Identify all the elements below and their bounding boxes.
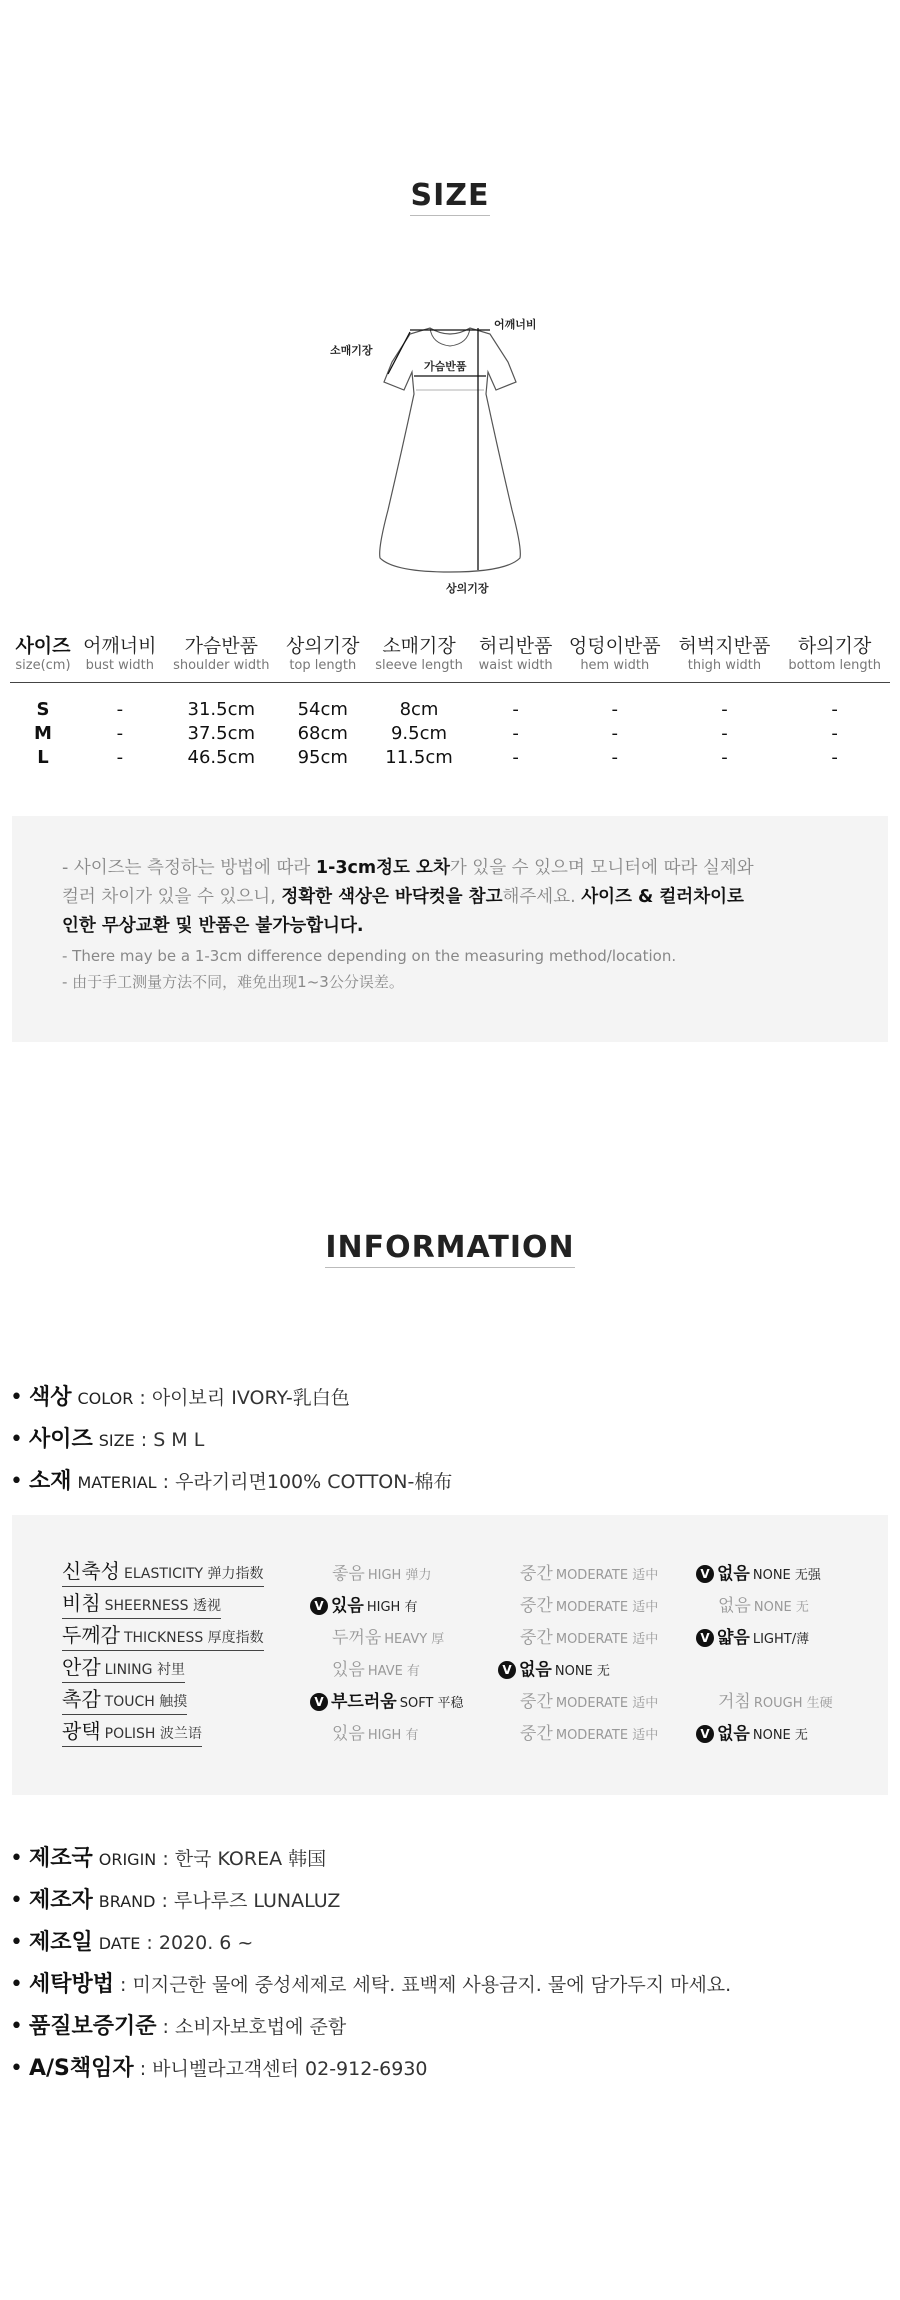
option-moderate: 중간 MODERATE 适中 (520, 1692, 659, 1712)
header-sleeve-length: 소매기장 sleeve length (367, 634, 472, 683)
matrix-row-lining (12, 1651, 888, 1681)
matrix-row-sheerness (12, 1587, 888, 1617)
option-moderate: 중간 MODERATE 适中 (520, 1596, 659, 1616)
option-none-selected: V 없음 NONE 无 (696, 1719, 808, 1744)
notice-line-2: 컬러 차이가 있을 수 있으니, 정확한 색상은 바닥컷을 참고해주세요. 사이즈 & 컬러차이로 (62, 887, 744, 907)
table-cell: 37.5cm (187, 722, 256, 744)
option-high: 좋음 HIGH 弹力 (332, 1564, 432, 1584)
table-cell: - (721, 722, 728, 744)
table-cell: S (36, 698, 50, 720)
table-cell: 54cm (297, 698, 348, 720)
header-shoulder-width: 가슴반품 shoulder width (164, 634, 279, 683)
table-cell: - (831, 746, 838, 768)
info-item-warranty: • 품질보증기준 : 소비자보호법에 준함 (10, 2014, 347, 2039)
table-cell: - (611, 722, 618, 744)
table-cell: - (512, 698, 519, 720)
info-item-color: • 색상 COLOR : 아이보리 IVORY-乳白色 (10, 1385, 350, 1410)
matrix-label: 광택 POLISH 波兰语 (62, 1715, 202, 1747)
table-cell: 31.5cm (187, 698, 256, 720)
option-none-selected: V 없음 NONE 无强 (696, 1559, 821, 1584)
notice-line-3: 인한 무상교환 및 반품은 불가능합니다. (62, 916, 364, 936)
option-high: 있음 HIGH 有 (332, 1724, 419, 1744)
header-thigh-width: 허벅지반품 thigh width (670, 634, 780, 683)
table-cell: - (831, 722, 838, 744)
option-none-selected: V 없음 NONE 无 (498, 1655, 610, 1680)
information-title-text: INFORMATION (325, 1230, 574, 1268)
fabric-property-matrix (12, 1515, 888, 1795)
option-none: 없음 NONE 无 (718, 1596, 809, 1616)
check-circle-icon: V (696, 1629, 714, 1647)
table-cell: 9.5cm (390, 722, 448, 744)
table-row (10, 721, 890, 745)
table-cell: 11.5cm (385, 746, 453, 768)
info-item-size: • 사이즈 SIZE : S M L (10, 1427, 205, 1452)
matrix-label: 촉감 TOUCH 触摸 (62, 1683, 187, 1715)
option-moderate: 중간 MODERATE 适中 (520, 1628, 659, 1648)
table-cell: - (116, 746, 124, 768)
dress-measurement-diagram (320, 310, 580, 600)
check-circle-icon: V (696, 1725, 714, 1743)
option-high-selected: V 있음 HIGH 有 (310, 1591, 417, 1616)
check-circle-icon: V (310, 1597, 328, 1615)
table-cell: - (116, 698, 124, 720)
size-notice-box (12, 816, 888, 1042)
table-cell: - (611, 698, 618, 720)
notice-line-1: - 사이즈는 측정하는 방법에 따라 1-3cm정도 오차가 있을 수 있으며 모니터에 따라 실제와 (62, 858, 754, 878)
header-size: 사이즈 size(cm) (10, 634, 76, 683)
table-cell: 95cm (297, 746, 348, 768)
table-cell: - (721, 746, 728, 768)
table-cell: - (512, 746, 519, 768)
table-cell: 46.5cm (187, 746, 256, 768)
option-light-selected: V 얇음 LIGHT/薄 (696, 1623, 809, 1648)
option-rough: 거침 ROUGH 生硬 (718, 1692, 833, 1712)
notice-line-chinese: - 由于手工测量方法不同，难免出现1~3公分误差。 (62, 973, 404, 991)
info-item-as-contact: • A/S책임자 : 바니벨라고객센터 02-912-6930 (10, 2056, 428, 2081)
size-table-header-row (10, 634, 890, 683)
matrix-row-polish (12, 1715, 888, 1745)
matrix-label: 신축성 ELASTICITY 弹力指数 (62, 1555, 264, 1587)
matrix-label: 안감 LINING 衬里 (62, 1651, 185, 1683)
diagram-label-sleeve: 소매기장 (330, 344, 373, 357)
diagram-label-chest: 가슴반품 (424, 360, 467, 373)
size-title-text: SIZE (410, 178, 489, 216)
notice-line-english: - There may be a 1-3cm difference depending on the measuring method/location. (62, 947, 677, 965)
info-item-material: • 소재 MATERIAL : 우라기리면100% COTTON-棉布 (10, 1469, 453, 1494)
table-cell: 8cm (399, 698, 439, 720)
option-soft-selected: V 부드러움 SOFT 平稳 (310, 1687, 464, 1712)
table-cell: - (116, 722, 124, 744)
table-cell: - (831, 698, 838, 720)
check-circle-icon: V (498, 1661, 516, 1679)
sleeve-measure-line (388, 332, 410, 374)
table-cell: 68cm (297, 722, 348, 744)
info-item-date: • 제조일 DATE : 2020. 6 ~ (10, 1930, 254, 1955)
table-cell: - (512, 722, 519, 744)
option-heavy: 두꺼움 HEAVY 厚 (332, 1628, 445, 1648)
check-circle-icon: V (696, 1565, 714, 1583)
diagram-label-length: 상의기장 (446, 582, 489, 595)
header-bust-width: 어깨너비 bust width (76, 634, 164, 683)
table-cell: L (37, 746, 49, 768)
matrix-row-thickness (12, 1619, 888, 1649)
option-have: 있음 HAVE 有 (332, 1660, 420, 1680)
option-moderate: 중간 MODERATE 适中 (520, 1724, 659, 1744)
table-row (10, 745, 890, 769)
size-section-title (0, 178, 900, 216)
table-cell: - (611, 746, 618, 768)
diagram-label-shoulder: 어깨너비 (494, 318, 537, 331)
table-cell: - (721, 698, 728, 720)
check-circle-icon: V (310, 1693, 328, 1711)
information-section-title (0, 1230, 900, 1268)
matrix-row-touch (12, 1683, 888, 1713)
info-item-origin: • 제조국 ORIGIN : 한국 KOREA 韩国 (10, 1846, 327, 1871)
header-hem-width: 엉덩이반품 hem width (560, 634, 670, 683)
matrix-label: 비침 SHEERNESS 透视 (62, 1587, 221, 1619)
table-row (10, 683, 890, 722)
matrix-label: 두께감 THICKNESS 厚度指数 (62, 1619, 264, 1651)
matrix-row-elasticity (12, 1555, 888, 1585)
header-bottom-length: 하의기장 bottom length (779, 634, 890, 683)
info-item-washing: • 세탁방법 : 미지근한 물에 중성세제로 세탁. 표백제 사용금지. 물에 담가두지 마세요. (10, 1972, 732, 1997)
table-cell: M (34, 722, 52, 744)
info-item-brand: • 제조자 BRAND : 루나루즈 LUNALUZ (10, 1888, 341, 1913)
header-waist-width: 허리반품 waist width (471, 634, 560, 683)
option-moderate: 중간 MODERATE 适中 (520, 1564, 659, 1584)
header-top-length: 상의기장 top length (279, 634, 367, 683)
size-table (10, 634, 890, 769)
